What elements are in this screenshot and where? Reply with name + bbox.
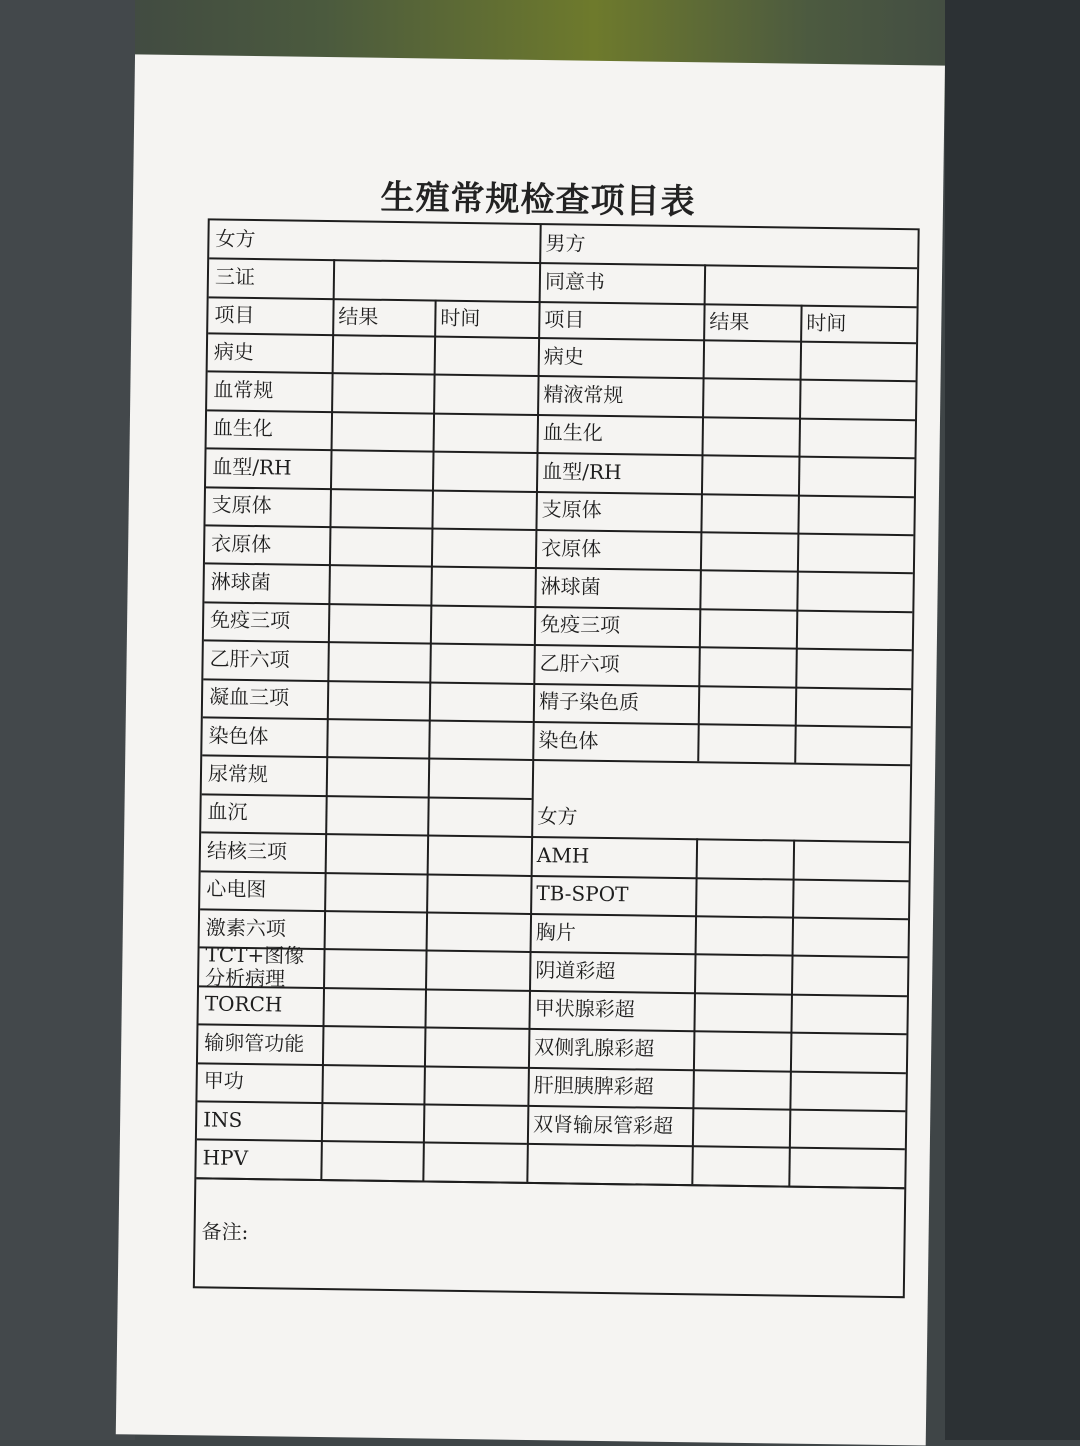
female-item-label: 染色体 [208, 723, 269, 748]
female-item-label: 衣原体 [211, 531, 272, 556]
paper-sheet [116, 54, 945, 1445]
extra-row-divider [527, 1143, 905, 1150]
male-result-header: 结果 [709, 308, 750, 334]
male-item-label: 病史 [543, 343, 585, 369]
female-item-label: 甲功 [203, 1068, 244, 1094]
female-extra-item-label: 阴道彩超 [535, 958, 616, 984]
male-item-label: 淋球菌 [540, 574, 601, 599]
male-item-label: 精子染色质 [538, 689, 640, 715]
female-extra-item-label: 胸片 [535, 919, 576, 945]
background-left [0, 0, 135, 1440]
female-item-label: 支原体 [211, 492, 272, 518]
female-item-label: 尿常规 [207, 761, 269, 787]
female-extra-item-label: 甲状腺彩超 [534, 996, 635, 1022]
female-extra-item-label: 双侧乳腺彩超 [534, 1034, 655, 1061]
male-item-label: 染色体 [538, 727, 599, 753]
female-item-label: TCT+图像分析病理 [204, 942, 305, 991]
female-extra-header: 女方 [537, 804, 578, 830]
female-item-header: 项目 [214, 301, 255, 327]
male-item-label: 乙肝六项 [539, 650, 620, 677]
extra-col-divider-2 [788, 840, 795, 1186]
form-title: 生殖常规检查项目表 [380, 177, 696, 223]
male-header: 男方 [545, 231, 586, 256]
female-result-header: 结果 [338, 303, 379, 329]
female-item-label: 心电图 [206, 876, 267, 902]
female-item-label: TORCH [204, 991, 283, 1017]
female-item-label: 淋球菌 [210, 569, 271, 595]
female-item-label: 乙肝六项 [209, 646, 290, 672]
left-col-divider-2 [422, 300, 436, 1181]
male-item-label: 精液常规 [543, 382, 624, 408]
remarks-label: 备注: [201, 1219, 249, 1244]
female-extra-item-label: 双肾输尿管彩超 [532, 1111, 674, 1138]
female-item-label: 结核三项 [206, 838, 288, 864]
female-item-label: 血生化 [212, 415, 273, 441]
consent-label: 同意书 [544, 269, 606, 294]
female-item-label: 凝血三项 [208, 684, 290, 710]
female-item-label: HPV [202, 1145, 249, 1171]
female-item-label: 激素六项 [205, 915, 287, 941]
female-item-label: 输卵管功能 [204, 1030, 305, 1056]
male-item-label: 支原体 [541, 497, 602, 523]
female-extra-item-label: AMH [536, 842, 590, 868]
female-item-label: 血沉 [207, 799, 248, 825]
female-extra-item-label: 肝胆胰脾彩超 [533, 1073, 654, 1099]
male-item-label: 免疫三项 [539, 612, 621, 638]
male-item-label: 血型/RH [542, 458, 622, 485]
female-item-label: INS [203, 1107, 243, 1132]
female-item-label: 病史 [213, 339, 255, 364]
right-row-divider [532, 759, 910, 766]
male-item-header: 项目 [544, 306, 585, 332]
female-item-label: 血型/RH [212, 454, 292, 480]
female-extra-item-label: TB-SPOT [536, 881, 629, 907]
female-time-header: 时间 [440, 305, 481, 330]
sanzheng-label: 三证 [214, 264, 256, 290]
female-item-label: 血常规 [213, 377, 274, 403]
female-item-label: 免疫三项 [209, 607, 291, 634]
female-header: 女方 [215, 226, 256, 252]
male-time-header: 时间 [806, 310, 847, 335]
male-item-label: 衣原体 [541, 535, 602, 561]
exam-form-table [193, 218, 920, 1298]
background-right [945, 0, 1080, 1440]
male-item-label: 血生化 [542, 420, 603, 446]
